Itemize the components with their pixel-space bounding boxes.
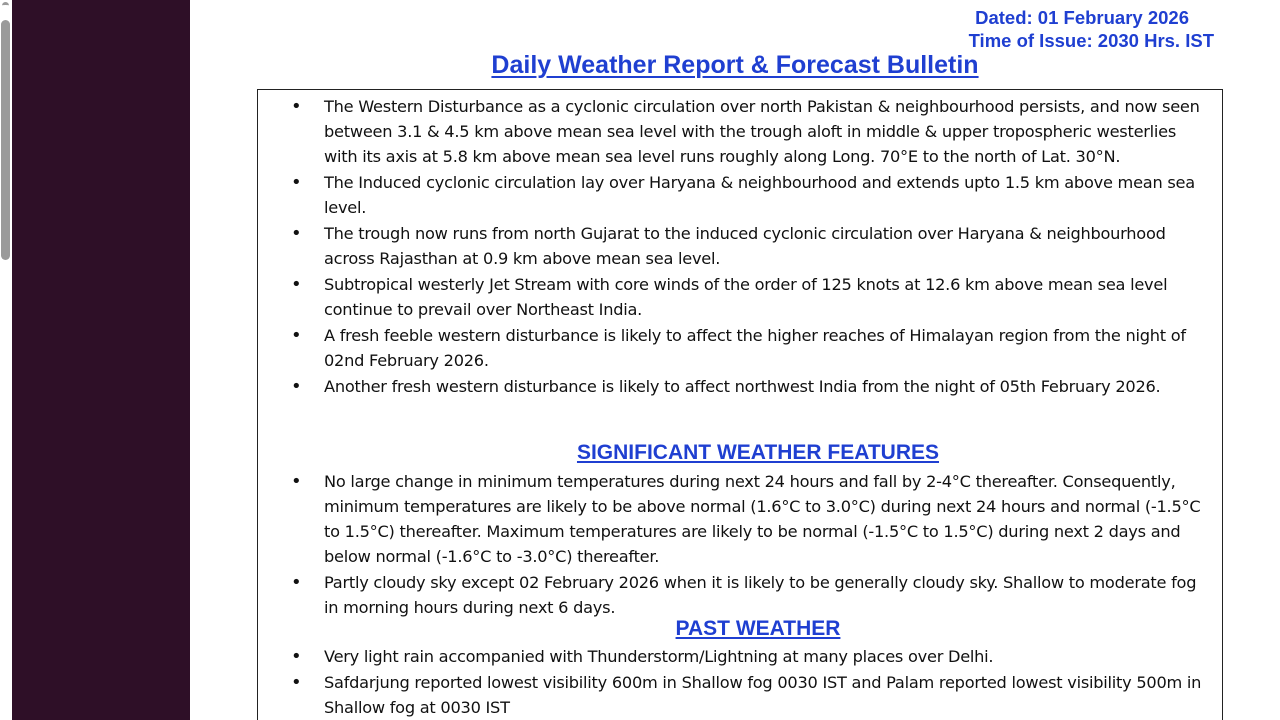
- scroll-up-icon[interactable]: [2, 2, 9, 12]
- time-of-issue-text: Time of Issue: 2030 Hrs. IST: [968, 30, 1214, 51]
- past-weather-heading: PAST WEATHER: [675, 617, 841, 640]
- left-panel: [0, 0, 190, 720]
- past-weather-list: [258, 644, 1224, 720]
- list-item: • No large change in minimum temperatures during next 24 hours and fall by 2-4°C thereafter. Consequently, minimum temperatures are likely to be above normal (1.6°C to 3.0°C) during next 24 hours and normal (-1.5°C to 1.5°C) thereafter. Maximum temperatures are likely to be normal (-1.5°C to 1.5°C) during next 2 days and below normal (-1.6°C to -3.0°C) thereafter.: [258, 469, 1224, 569]
- document-page: [190, 0, 1280, 720]
- list-item: • Very light rain accompanied with Thunderstorm/Lightning at many places over Delhi.: [258, 644, 1224, 669]
- synoptic-list: [258, 94, 1224, 400]
- dated-text: Dated: 01 February 2026: [975, 7, 1189, 28]
- list-item: • Another fresh western disturbance is likely to affect northwest India from the night of 05th February 2026.: [258, 374, 1224, 399]
- list-item: • Subtropical westerly Jet Stream with core winds of the order of 125 knots at 12.6 km above mean sea level continue to prevail over Northeast India.: [258, 272, 1224, 322]
- list-item: • The Western Disturbance as a cyclonic circulation over north Pakistan & neighbourhood persists, and now seen between 3.1 & 4.5 km above mean sea level with the trough aloft in middle & upper tropospheric westerlies with its axis at 5.8 km above mean sea level runs roughly along Long. 70°E to the north of Lat. 30°N.: [258, 94, 1224, 169]
- bulletin-box: [257, 89, 1223, 720]
- significant-list: [258, 469, 1224, 621]
- list-item: • Partly cloudy sky except 02 February 2026 when it is likely to be generally cloudy sky. Shallow to moderate fog in morning hours during next 6 days.: [258, 570, 1224, 620]
- bulletin-meta: [969, 6, 1214, 52]
- scrollbar-thumb[interactable]: [1, 20, 10, 260]
- list-item: • A fresh feeble western disturbance is likely to affect the higher reaches of Himalayan region from the night of 02nd February 2026.: [258, 323, 1224, 373]
- significant-heading: SIGNIFICANT WEATHER FEATURES: [576, 441, 940, 464]
- list-item: • The trough now runs from north Gujarat to the induced cyclonic circulation over Haryana & neighbourhood across Rajasthan at 0.9 km above mean sea level.: [258, 221, 1224, 271]
- list-item: • The Induced cyclonic circulation lay over Haryana & neighbourhood and extends upto 1.5 km above mean sea level.: [258, 170, 1224, 220]
- page-title: Daily Weather Report & Forecast Bulletin: [491, 51, 979, 79]
- list-item: • Safdarjung reported lowest visibility 600m in Shallow fog 0030 IST and Palam reported lowest visibility 500m in Shallow fog at 0030 IST: [258, 670, 1224, 720]
- scrollbar[interactable]: [0, 0, 12, 720]
